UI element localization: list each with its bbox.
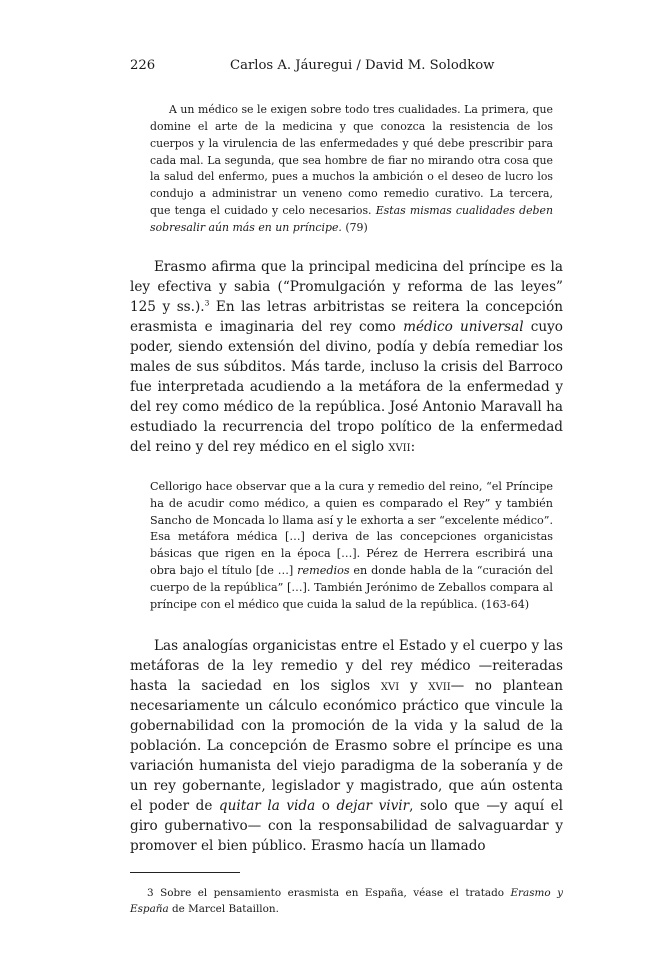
body-paragraph-1 [130, 257, 563, 457]
book-page [130, 58, 563, 917]
quote-text: Cellorigo hace observar que a la cura y remedio del reino, “el Príncipe ha de acudir como médico, a quien es comparado el Rey” y también Sancho de Moncada lo llama así y le exhorta a ser “excelente médico”. Esa metáfora médica […] deriva de las concepciones organicistas básicas que rigen en la época […]. Pérez de Herrera escribirá una obra bajo el título [de …] [150, 479, 553, 578]
para-text: Erasmo afirma que la principal medicina del príncipe es la ley efectiva y sabia (“Promulgación y reforma de las leyes” 125 y ss.). [130, 258, 563, 315]
para-text: — no plantean necesariamente un cálculo económico práctico que vincule la gobernabilidad con la promoción de la vida y la salud de la población. La concepción de Erasmo sobre el príncipe es una variación humanista del viejo paradigma de la soberanía y de un rey gobernante, legislador y magistrado, que aún ostenta el poder de [130, 678, 563, 814]
block-quote-erasmo [150, 102, 553, 237]
page-header [130, 58, 563, 84]
century-numeral: xvi [380, 678, 400, 694]
footnote-divider [130, 872, 240, 873]
quote-text: A un médico se le exigen sobre todo tres cualidades. La primera, que domine el arte de la medicina y que conozca la resistencia de los cuerpos y la virulencia de las enfermedades y qué debe prescribir para cada mal. La segunda, que sea hombre de fiar no mirando otra cosa que la salud del enfermo, pues a muchos la ambición o el deseo de lucro los condujo a administrar un veneno como remedio curativo. La tercera, que tenga el cuidado y celo necesarios. [150, 103, 553, 218]
running-head: Carlos A. Jáuregui / David M. Solodkow [230, 58, 495, 73]
para-italic: dejar vivir [336, 798, 410, 814]
para-text: o [315, 798, 337, 814]
page-number: 226 [130, 58, 156, 73]
quote-paragraph [150, 102, 553, 237]
quote-text: en donde habla de la “curación del cuerpo de la república” […]. También Jerónimo de Zeballos compara al príncipe con el médico que cuida la salud de la república. [150, 564, 553, 612]
footnote-text: de Marcel Bataillon. [168, 903, 279, 915]
para-text: Las analogías organicistas entre el Estado y el cuerpo y las metáforas de la ley remedio y del rey médico —reiteradas hasta la saciedad en los siglos [130, 638, 563, 694]
footnote-text: Sobre el pensamiento erasmista en España, véase el tratado [153, 887, 511, 899]
para-text: : [410, 438, 416, 455]
footnote [130, 885, 563, 917]
body-paragraph-2 [130, 636, 563, 856]
footnote-number: 3 [147, 887, 154, 899]
para-text: En las letras arbitristas se reitera la concepción erasmista e imaginaria del rey como [130, 298, 564, 335]
quote-citation: (79) [345, 220, 368, 234]
quote-italic: remedios [297, 564, 350, 578]
footnote-italic: Erasmo y España [130, 887, 563, 915]
para-text: y [399, 678, 429, 694]
para-italic: médico universal [403, 318, 524, 335]
quote-italic: Estas mismas cualidades deben sobresalir aún más en un príncipe. [150, 204, 553, 234]
footnote-ref[interactable]: 3 [204, 298, 210, 308]
para-text: , solo que —y aquí el giro gubernativo— con la responsabilidad de salvaguardar y promover el bien público. Erasmo hacía un llamado [130, 798, 563, 854]
para-text: cuyo poder, siendo extensión del divino, podía y debía remediar los males de sus súbditos. Más tarde, incluso la crisis del Barroco fue interpretada acudiendo a la metáfora de la enfermedad y del rey como médico de la república. José Antonio Maravall ha estudiado la recurrencia del tropo político de la enfermedad del reino y del rey médico en el siglo [130, 318, 563, 455]
quote-citation: (163-64) [477, 598, 530, 612]
century-numeral: xvii [428, 678, 451, 694]
block-quote-maravall [150, 479, 553, 614]
para-italic: quitar la vida [218, 798, 316, 814]
century-numeral: xvii [388, 438, 411, 455]
